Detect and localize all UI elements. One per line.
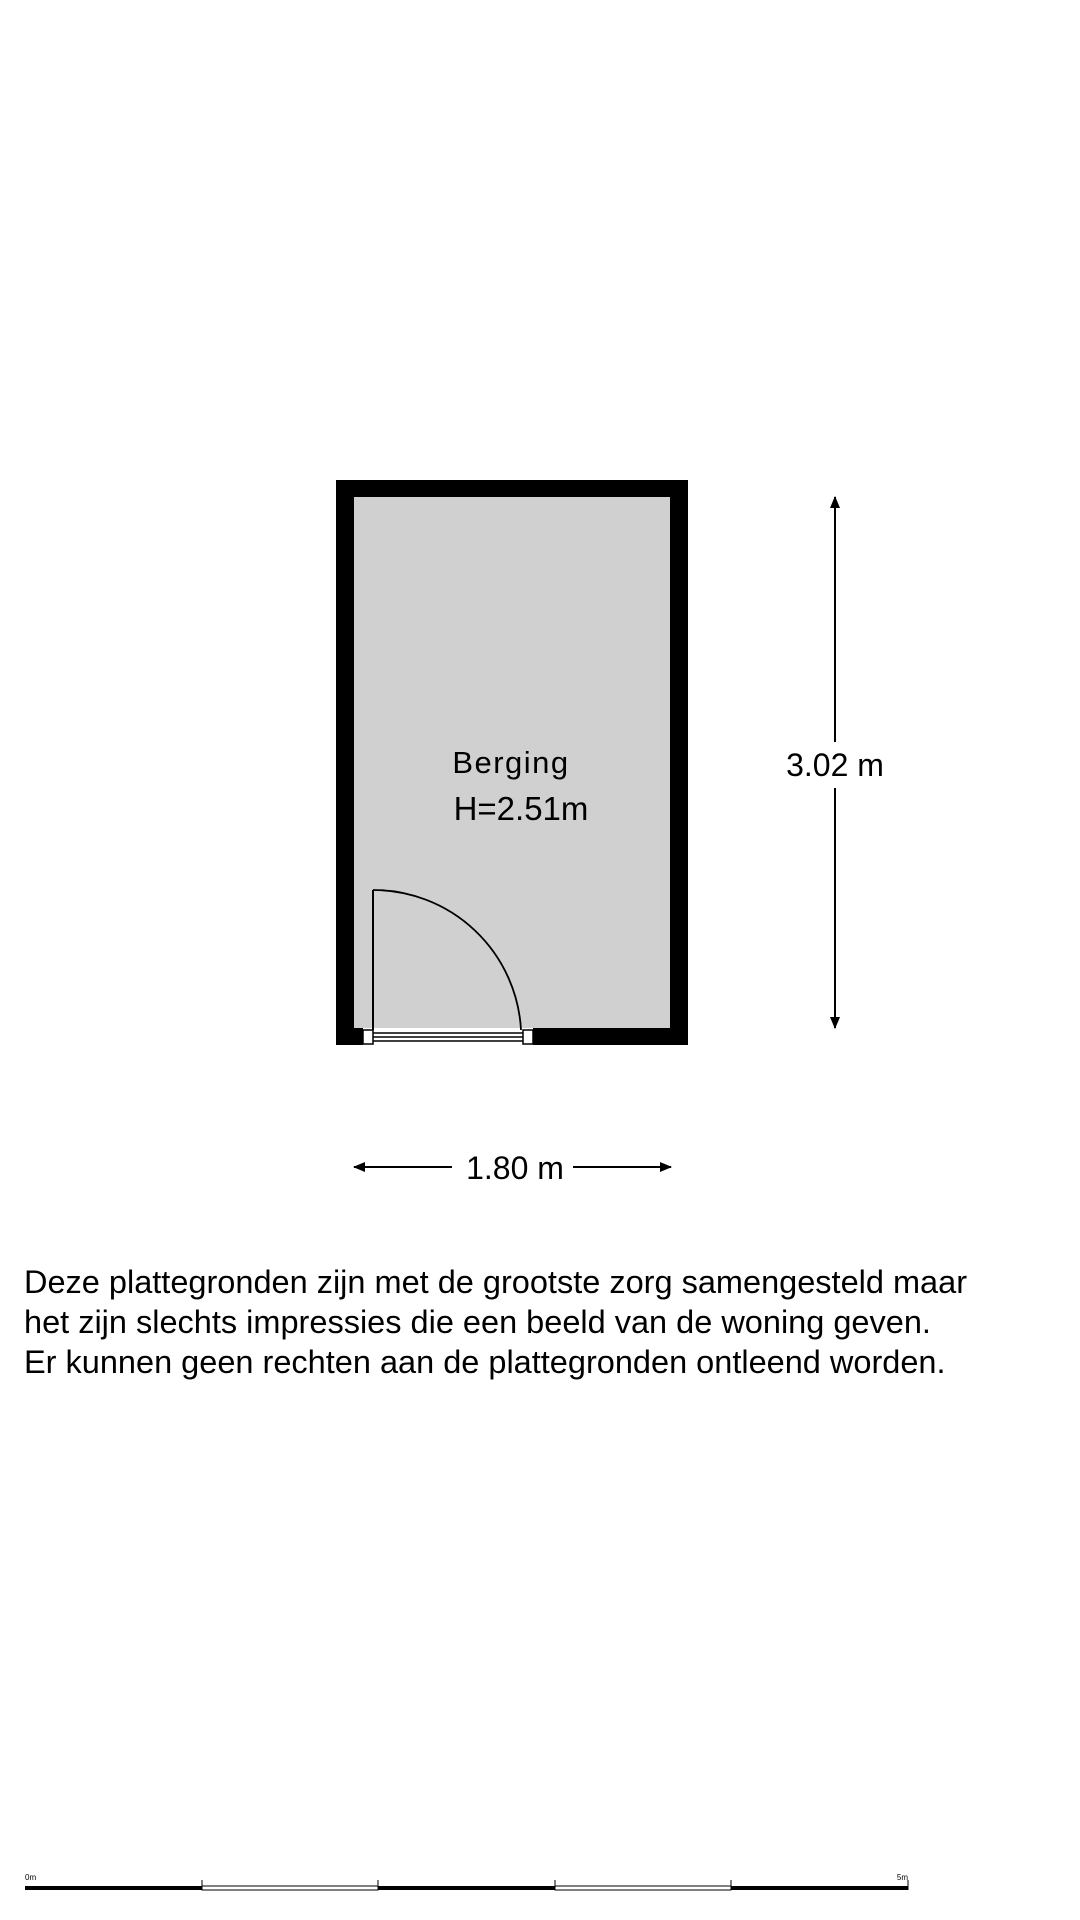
disclaimer-line: Er kunnen geen rechten aan de plattegronden ontleend worden. <box>24 1344 946 1380</box>
scale-start-label: 0m <box>25 1873 37 1882</box>
depth-label: 3.02 m <box>786 747 884 783</box>
scale-end-label: 5m <box>896 1873 908 1882</box>
width-dimension <box>354 1150 671 1186</box>
scale-segment <box>555 1886 731 1890</box>
disclaimer-line: het zijn slechts impressies die een beeld van de woning geven. <box>24 1304 931 1340</box>
disclaimer-text <box>24 1262 1064 1382</box>
room-berging <box>336 480 688 1045</box>
scale-segment <box>202 1886 378 1890</box>
depth-dimension <box>786 497 884 1028</box>
scale-segment <box>378 1886 555 1890</box>
scale-segment <box>25 1886 202 1890</box>
room-label: Berging <box>452 745 570 780</box>
scale-bar <box>25 1873 908 1890</box>
room-height-label: H=2.51m <box>453 790 589 827</box>
scale-segment <box>731 1886 908 1890</box>
width-label: 1.80 m <box>466 1150 564 1186</box>
disclaimer-line: Deze plattegronden zijn met de grootste zorg samengesteld maar <box>24 1264 968 1300</box>
